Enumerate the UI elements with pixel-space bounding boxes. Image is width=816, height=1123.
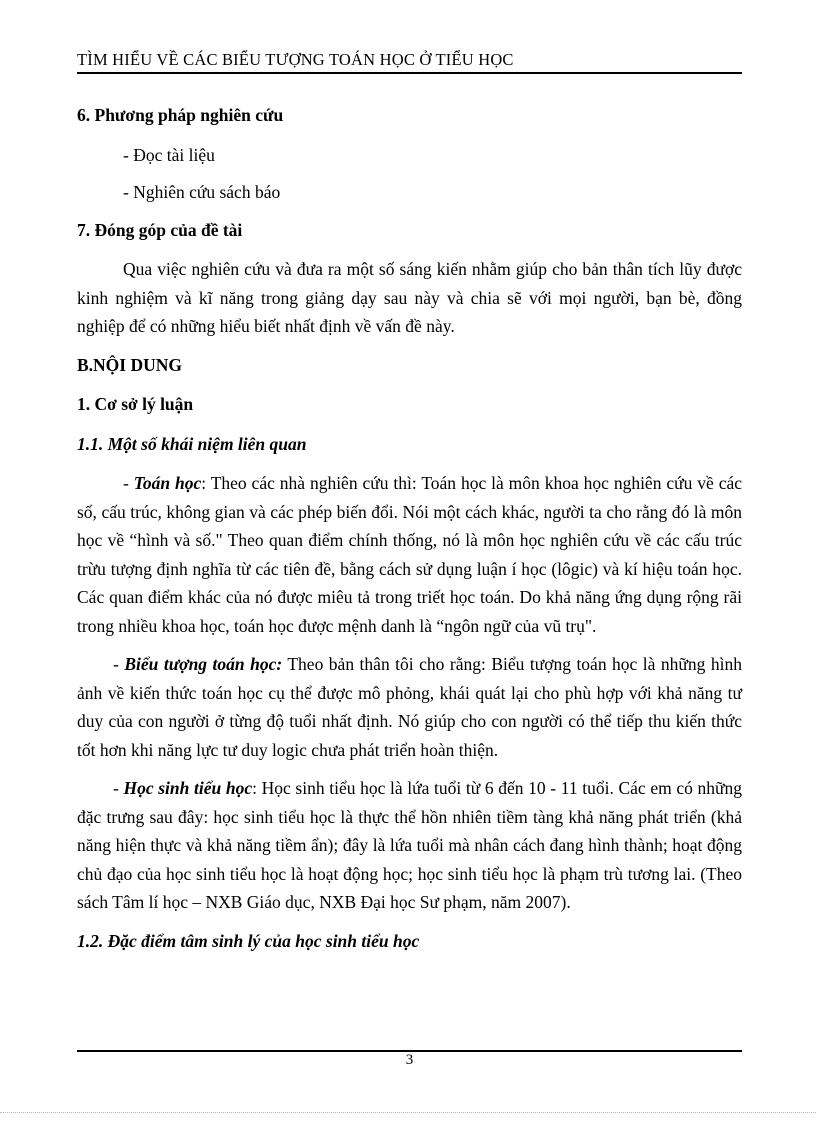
section-1-1-heading: 1.1. Một số khái niệm liên quan xyxy=(77,433,307,454)
part-b-heading: B.NỘI DUNG xyxy=(77,354,183,375)
page-break-line xyxy=(0,1112,816,1113)
page-content xyxy=(77,101,742,955)
definition-text: : Học sinh tiểu học là lứa tuổi từ 6 đến 10 - 11 tuổi. Các em có những đặc trưng sau đây: học sinh tiểu học là thực thể hồn nhiên tiềm tàng khả năng phát triển (khả năng hiện thực và khả năng tiềm ẩn); đây là lứa tuổi mà nhân cách đang hình thành; hoạt động chủ đạo của học sinh tiểu học là hoạt động học; học sinh tiểu học là phạm trù tương lai. (Theo sách Tâm lí học – NXB Giáo dục, NXB Đại học Sư phạm, năm 2007). xyxy=(77,778,742,912)
section-1-2-heading: 1.2. Đặc điểm tâm sinh lý của học sinh tiểu học xyxy=(77,930,420,951)
section-6-heading: 6. Phương pháp nghiên cứu xyxy=(77,105,284,125)
running-header: TÌM HIỂU VỀ CÁC BIỂU TƯỢNG TOÁN HỌC Ở TIỂU HỌC xyxy=(77,50,514,69)
definition-toan-hoc xyxy=(77,469,742,640)
definition-dash: - xyxy=(123,473,134,493)
page-number: 3 xyxy=(405,1052,414,1068)
definition-bieu-tuong xyxy=(77,650,742,764)
term-toan-hoc: Toán học xyxy=(133,473,202,493)
definition-text: Theo bản thân tôi cho rằng: Biểu tượng toán học là những hình ảnh về kiến thức toán học cụ thể được mô phỏng, khái quát lại cho phù hợp với khả năng tư duy của con người ở từng độ tuổi nhất định. Nó giúp cho con người có thể tiếp thu kiến thức tốt hơn khi năng lực tư duy logic chưa phát triển hoàn thiện. xyxy=(77,654,743,760)
term-hoc-sinh-tieu-hoc: Học sinh tiểu học xyxy=(123,778,253,798)
contribution-paragraph: Qua việc nghiên cứu và đưa ra một số sáng kiến nhằm giúp cho bản thân tích lũy được kinh nghiệm và kĩ năng trong giảng dạy sau này và chia sẽ với mọi người, bạn bè, đồng nghiệp để có những hiểu biết nhất định về vấn đề này. xyxy=(77,259,742,336)
definition-dash: - xyxy=(113,778,124,798)
definition-text: : Theo các nhà nghiên cứu thì: Toán học là môn khoa học nghiên cứu về các số, cấu trúc, không gian và các phép biến đổi. Nói một cách khác, người ta cho rằng đó là môn học về “hình và số." Theo quan điểm chính thống, nó là môn học nghiên cứu về các cấu trúc trừu tượng định nghĩa từ các tiên đề, bằng cách sử dụng luận í học (lôgic) và kí hiệu toán học. Các quan điểm khác của nó được miêu tả trong triết học toán. Do khả năng ứng dụng rộng rãi trong nhiều khoa học, toán học được mệnh danh là “ngôn ngữ của vũ trụ". xyxy=(77,473,742,636)
term-bieu-tuong-toan-hoc: Biểu tượng toán học: xyxy=(124,654,283,674)
section-7-heading: 7. Đóng góp của đề tài xyxy=(77,219,243,240)
definition-dash: - xyxy=(113,654,125,674)
header-divider xyxy=(77,72,742,74)
method-item-research: - Nghiên cứu sách báo xyxy=(123,182,281,202)
section-1-heading: 1. Cơ sở lý luận xyxy=(77,394,194,414)
method-item-reading: - Đọc tài liệu xyxy=(123,144,215,165)
definition-hoc-sinh xyxy=(77,774,742,917)
